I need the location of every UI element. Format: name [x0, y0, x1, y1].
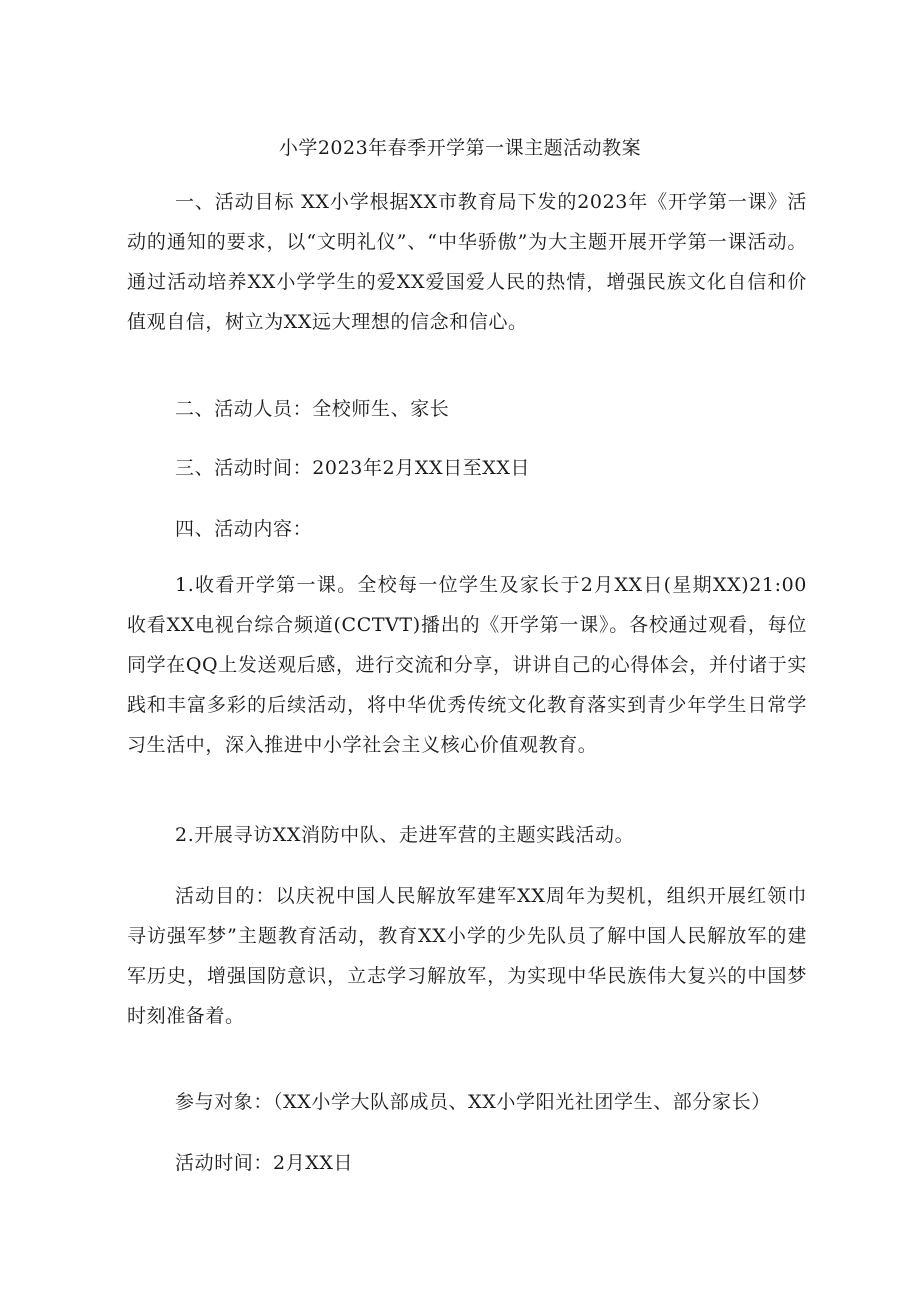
section-activity-target: 一、活动目标 XX小学根据XX市教育局下发的2023年《开学第一课》活动的通知的要求，以“文明礼仪”、“中华骄傲”为大主题开展开学第一课活动。通过活动培养XX小学学生的爱XX爱国爱人民的热情，增强民族文化自信和价值观自信，树立为XX远大理想的信念和信心。 — [127, 191, 807, 333]
activity-participants: 参与对象：（XX小学大队部成员、XX小学阳光社团学生、部分家长） — [175, 1091, 771, 1113]
section-activity-people: 二、活动人员：全校师生、家长 — [175, 398, 450, 420]
section-activity-content-heading: 四、活动内容： — [175, 518, 313, 540]
section-activity-time: 三、活动时间：2023年2月XX日至XX日 — [175, 457, 531, 479]
content-item-watch-first-lesson: 1.收看开学第一课。全校每一位学生及家长于2月XX日(星期XX)21:00收看XX电视台综合频道(CCTVT)播出的《开学第一课》。各校通过观看，每位同学在QQ上发送观后感，进行交流和分享，讲讲自己的心得体会，并付诸于实践和丰富多彩的后续活动，将中华优秀传统文化教育落实到青少年学生日常学习生活中，深入推进中小学社会主义核心价值观教育。 — [127, 574, 807, 756]
content-item-visit-fire-brigade: 2.开展寻访XX消防中队、走进军营的主题实践活动。 — [175, 824, 635, 846]
activity-date: 活动时间：2月XX日 — [175, 1152, 354, 1174]
document-title: 小学2023年春季开学第一课主题活动教案 — [278, 137, 642, 159]
activity-purpose: 活动目的：以庆祝中国人民解放军建军XX周年为契机，组织开展红领巾寻访强军梦”主题教育活动，教育XX小学的少先队员了解中国人民解放军的建军历史，增强国防意识，立志学习解放军，为实现中华民族伟大复兴的中国梦时刻准备着。 — [127, 885, 807, 1027]
